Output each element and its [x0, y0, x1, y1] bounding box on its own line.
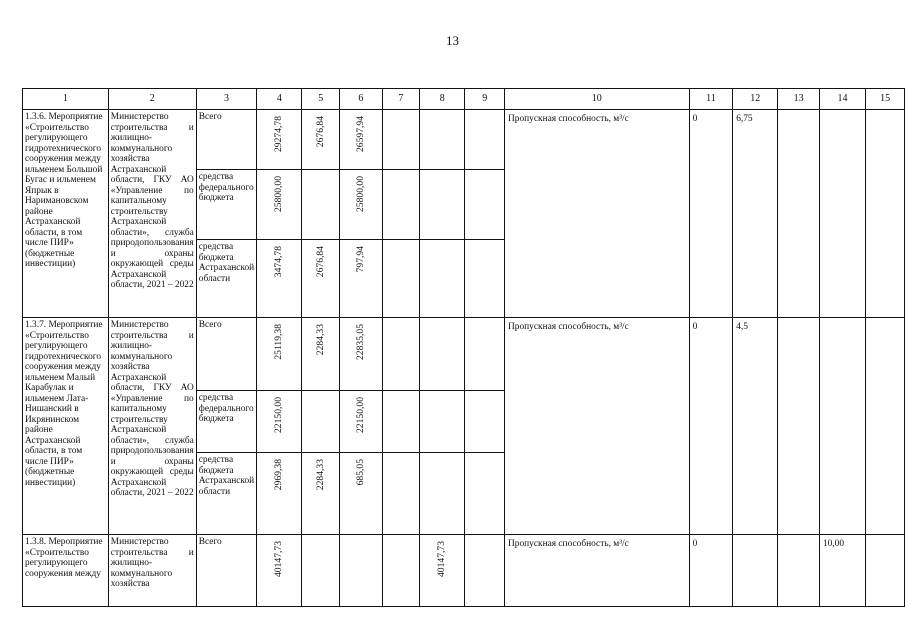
- amount-col-6-value: 25800,00: [354, 176, 366, 212]
- amount-col-9: [465, 453, 505, 535]
- table-row: [23, 110, 905, 170]
- indicator-col-13-text: [778, 110, 819, 114]
- indicator-col-11: [689, 535, 733, 607]
- amount-col-4: [257, 453, 302, 535]
- funding-source-cell-text: Всего: [198, 537, 222, 547]
- amount-col-4-value: 25800,00: [273, 176, 285, 212]
- funding-source-cell-text: средства федерального бюджета: [198, 172, 254, 203]
- amount-col-7: [382, 535, 420, 607]
- indicator-col-15: [866, 318, 905, 535]
- amount-col-6: [340, 110, 382, 170]
- responsible-executor-cell-text: Министерство строительства и жилищно-коммунального хозяйства Астраханской области, ГКУ АО «Управление по капитальному строительству Астраханской области», служба природопользования и охраны окружающей среды Астраханской области, 2021 – 2022: [110, 112, 194, 290]
- indicator-col-14-text: [820, 318, 865, 322]
- amount-col-5: [302, 391, 340, 453]
- column-number-header-row: [23, 89, 905, 110]
- amount-col-4-value: 25119,38: [273, 324, 285, 360]
- measure-name-cell: [23, 535, 109, 607]
- amount-col-6-value: 22835,05: [354, 324, 366, 360]
- amount-col-9: [465, 170, 505, 240]
- indicator-col-15-text: [866, 110, 904, 114]
- measure-name-cell: [23, 318, 109, 535]
- column-number-10: 10: [505, 89, 690, 110]
- funding-source-cell: [196, 453, 256, 535]
- indicator-col-14: [819, 110, 865, 318]
- amount-col-4-value: 29274,78: [273, 116, 285, 152]
- responsible-executor-cell: [108, 318, 196, 535]
- amount-col-8: [420, 391, 465, 453]
- table-row: [23, 535, 905, 607]
- amount-col-4: [257, 318, 302, 391]
- indicator-col-13: [778, 318, 820, 535]
- indicator-col-12: [733, 110, 778, 318]
- amount-col-8-value: 40147,73: [436, 541, 448, 577]
- funding-source-cell-text: средства бюджета Астраханской области: [198, 242, 255, 284]
- amount-col-4: [257, 240, 302, 318]
- column-number-8: 8: [420, 89, 465, 110]
- indicator-col-11-text: 0: [692, 114, 698, 124]
- amount-col-5: [302, 318, 340, 391]
- amount-col-4: [257, 391, 302, 453]
- amount-col-7: [382, 110, 420, 170]
- amount-col-8: [420, 110, 465, 170]
- amount-col-8: [420, 240, 465, 318]
- amount-col-6: [340, 170, 382, 240]
- amount-col-4-value: 2969,38: [273, 459, 285, 491]
- column-number-12: 12: [733, 89, 778, 110]
- indicator-col-14-text: 10,00: [822, 539, 845, 549]
- amount-col-9: [465, 318, 505, 391]
- indicator-col-14-text: [820, 110, 865, 114]
- indicator-col-15-text: [866, 318, 904, 322]
- measure-name-cell-text: 1.3.6. Мероприятие «Строительство регулирующего гидротехнического сооружения между ильменем Большой Бугас и ильменем Япрык в Наримановском районе Астраханской области, в том числе ПИР» (бюджетные инвестиции): [25, 112, 103, 269]
- amount-col-5: [302, 110, 340, 170]
- indicator-col-12-text: 4,5: [736, 322, 748, 332]
- amount-col-6: [340, 391, 382, 453]
- indicator-col-12: [733, 535, 778, 607]
- funding-source-cell-text: средства федерального бюджета: [198, 393, 254, 424]
- indicator-col-11: [689, 110, 733, 318]
- column-number-13: 13: [778, 89, 820, 110]
- indicator-col-11-text: 0: [692, 539, 698, 549]
- amount-col-7: [382, 391, 420, 453]
- funding-source-cell-text: Всего: [198, 112, 222, 122]
- indicator-col-13: [778, 110, 820, 318]
- measure-name-cell-text: 1.3.8. Мероприятие «Строительство регулирующего сооружения между: [25, 537, 103, 579]
- amount-col-6: [340, 535, 382, 607]
- page-number: 13: [446, 33, 459, 48]
- indicator-col-14: [819, 318, 865, 535]
- amount-col-4-value: 40147,73: [273, 541, 285, 577]
- amount-col-8: [420, 453, 465, 535]
- amount-col-5: [302, 170, 340, 240]
- funding-source-cell: [196, 110, 256, 170]
- column-number-11: 11: [689, 89, 733, 110]
- funding-source-cell: [196, 535, 256, 607]
- column-number-5: 5: [302, 89, 340, 110]
- column-number-3: 3: [196, 89, 256, 110]
- amount-col-9: [465, 535, 505, 607]
- column-number-2: 2: [108, 89, 196, 110]
- amount-col-7: [382, 170, 420, 240]
- column-number-14: 14: [819, 89, 865, 110]
- indicator-cell: [505, 110, 690, 318]
- amount-col-5: [302, 535, 340, 607]
- amount-col-6-value: 797,94: [354, 246, 366, 273]
- amount-col-5-value: 2676,84: [314, 116, 326, 148]
- responsible-executor-cell-text: Министерство строительства и жилищно-коммунального хозяйства Астраханской области, ГКУ АО «Управление по капитальному строительству Астраханской области», служба природопользования и охраны окружающей среды Астраханской области, 2021 – 2022: [110, 320, 194, 498]
- indicator-cell: [505, 318, 690, 535]
- indicator-cell-text: Пропускная способность, м³/с: [508, 539, 629, 549]
- amount-col-4: [257, 535, 302, 607]
- indicator-col-13-text: [778, 535, 819, 539]
- indicator-cell: [505, 535, 690, 607]
- amount-col-7: [382, 453, 420, 535]
- responsible-executor-cell: [108, 535, 196, 607]
- amount-col-4: [257, 170, 302, 240]
- amount-col-9: [465, 110, 505, 170]
- responsible-executor-cell-text: Министерство строительства и жилищно-коммунального хозяйства: [110, 537, 194, 589]
- amount-col-5-value: 2284,33: [314, 324, 326, 356]
- amount-col-6: [340, 318, 382, 391]
- column-number-1: 1: [23, 89, 109, 110]
- indicator-col-13: [778, 535, 820, 607]
- amount-col-5-value: 2284,33: [314, 459, 326, 491]
- amount-col-4-value: 22150,00: [273, 397, 285, 433]
- amount-col-7: [382, 318, 420, 391]
- amount-col-6: [340, 240, 382, 318]
- indicator-cell-text: Пропускная способность, м³/с: [508, 114, 629, 124]
- amount-col-7: [382, 240, 420, 318]
- funding-source-cell: [196, 240, 256, 318]
- responsible-executor-cell: [108, 110, 196, 318]
- indicator-col-15-text: [866, 535, 904, 539]
- indicator-col-15: [866, 110, 905, 318]
- indicator-col-11-text: 0: [692, 322, 698, 332]
- table-row: [23, 318, 905, 391]
- amount-col-4-value: 3474,78: [273, 246, 285, 278]
- funding-source-cell-text: Всего: [198, 320, 222, 330]
- amount-col-6-value: 685,05: [354, 459, 366, 486]
- amount-col-9: [465, 240, 505, 318]
- funding-source-cell: [196, 170, 256, 240]
- indicator-cell-text: Пропускная способность, м³/с: [508, 322, 629, 332]
- amount-col-6-value: 22150,00: [354, 397, 366, 433]
- column-number-6: 6: [340, 89, 382, 110]
- amount-col-5: [302, 240, 340, 318]
- amount-col-8: [420, 535, 465, 607]
- funding-source-cell: [196, 318, 256, 391]
- indicator-col-11: [689, 318, 733, 535]
- amount-col-8: [420, 170, 465, 240]
- amount-col-4: [257, 110, 302, 170]
- indicator-col-13-text: [778, 318, 819, 322]
- indicator-col-12: [733, 318, 778, 535]
- amount-col-5: [302, 453, 340, 535]
- column-number-9: 9: [465, 89, 505, 110]
- amount-col-8: [420, 318, 465, 391]
- indicator-col-12-text: [733, 535, 777, 539]
- measure-name-cell: [23, 110, 109, 318]
- measure-name-cell-text: 1.3.7. Мероприятие «Строительство регулирующего гидротехнического сооружения между ильменем Малый Карабулак и ильменем Лата-Нишанский в Икрянинском районе Астраханской области, в том числе ПИР» (бюджетные инвестиции): [25, 320, 103, 488]
- column-number-7: 7: [382, 89, 420, 110]
- indicator-col-15: [866, 535, 905, 607]
- funding-source-cell-text: средства бюджета Астраханской области: [198, 455, 255, 497]
- amount-col-5-value: 2676,84: [314, 246, 326, 278]
- column-number-4: 4: [257, 89, 302, 110]
- amount-col-6: [340, 453, 382, 535]
- indicator-col-12-text: 6,75: [736, 114, 753, 124]
- amount-col-9: [465, 391, 505, 453]
- funding-source-cell: [196, 391, 256, 453]
- program-measures-table: [22, 88, 905, 607]
- amount-col-6-value: 26597,94: [354, 116, 366, 152]
- column-number-15: 15: [866, 89, 905, 110]
- indicator-col-14: [819, 535, 865, 607]
